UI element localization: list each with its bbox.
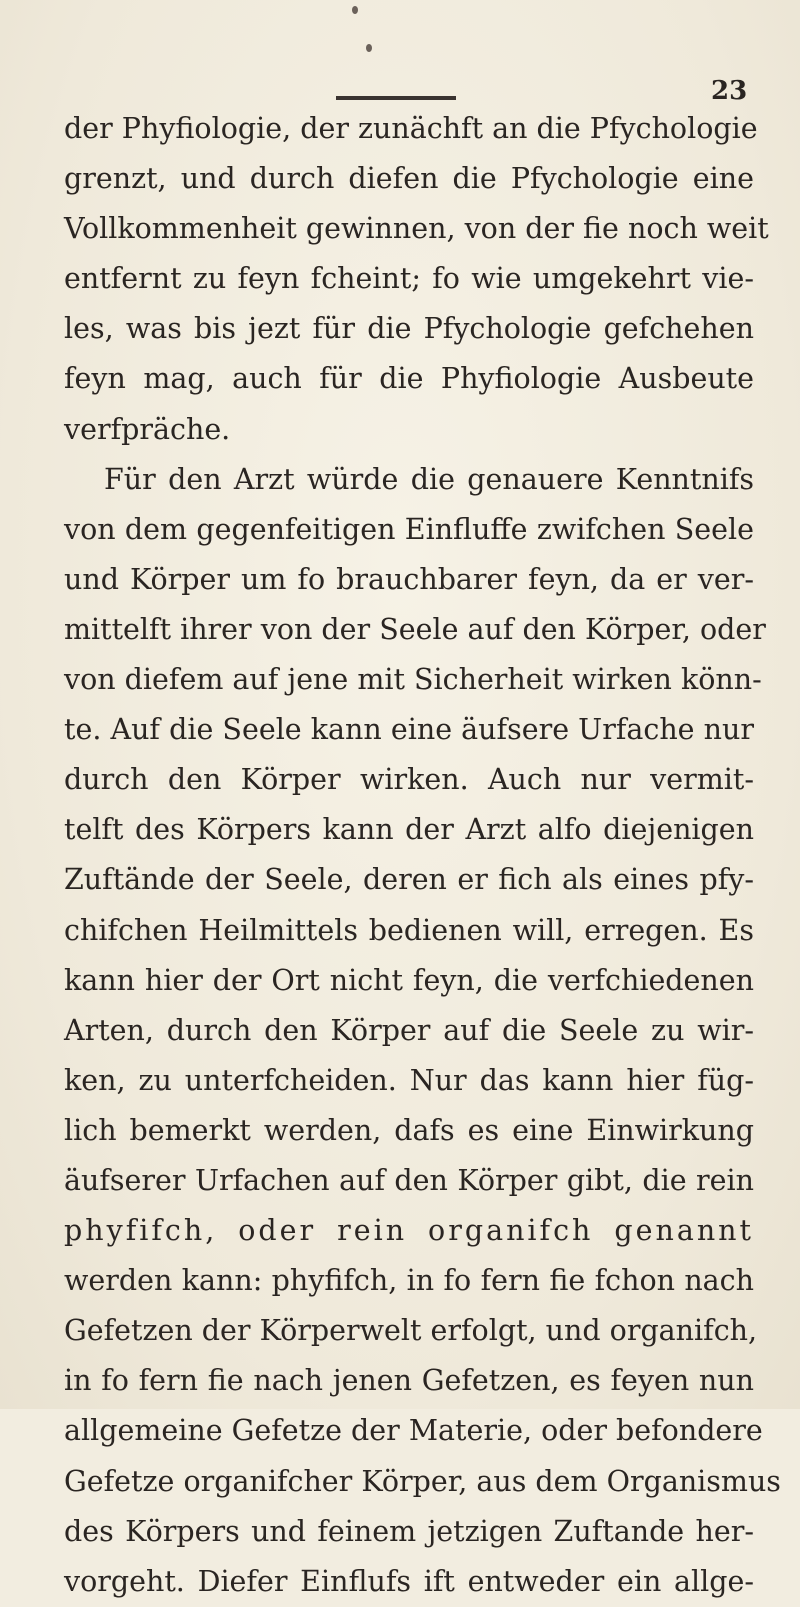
page-number: 23 bbox=[711, 76, 748, 106]
text-line: grenzt, und durch diefen die Pfychologie eine bbox=[64, 162, 754, 196]
ink-speck bbox=[366, 44, 372, 52]
text-line: mittelft ihrer von der Seele auf den Körper, oder bbox=[64, 612, 766, 646]
text-line: Arten, durch den Körper auf die Seele zu wir- bbox=[64, 1013, 754, 1047]
text-line: kann hier der Ort nicht feyn, die verfchiedenen bbox=[64, 963, 754, 997]
ink-speck bbox=[352, 6, 358, 14]
text-line: te. Auf die Seele kann eine äufsere Urfache nur bbox=[64, 713, 754, 747]
text-line: lich bemerkt werden, dafs es eine Einwirkung bbox=[64, 1113, 754, 1147]
text-line: werden kann: phyfifch, in fo fern fie fchon nach bbox=[64, 1264, 754, 1298]
body-text bbox=[64, 104, 781, 1607]
text-line: in fo fern fie nach jenen Gefetzen, es feyen nun bbox=[64, 1364, 754, 1398]
text-line: des Körpers und feinem jetzigen Zuftande her- bbox=[64, 1514, 754, 1548]
text-line: vorgeht. Diefer Einflufs ift entweder ein allge- bbox=[64, 1564, 754, 1598]
text-line: telft des Körpers kann der Arzt alfo diejenigen bbox=[64, 813, 754, 847]
text-line: durch den Körper wirken. Auch nur vermit- bbox=[64, 763, 754, 797]
text-line: und Körper um fo brauchbarer feyn, da er ver- bbox=[64, 562, 754, 596]
text-line: verfpräche. bbox=[64, 412, 231, 446]
text-line: les, was bis jezt für die Pfychologie gefchehen bbox=[64, 312, 754, 346]
text-line: Gefetzen der Körperwelt erfolgt, und organifch, bbox=[64, 1314, 758, 1348]
text-line: allgemeine Gefetze der Materie, oder befondere bbox=[64, 1414, 763, 1448]
text-line: entfernt zu feyn fcheint; fo wie umgekehrt vie- bbox=[64, 262, 754, 296]
text-line: von diefem auf jene mit Sicherheit wirken könn- bbox=[64, 663, 762, 697]
header-rule bbox=[336, 96, 456, 100]
text-line: äufserer Urfachen auf den Körper gibt, die rein bbox=[64, 1163, 754, 1197]
text-line: Gefetze organifcher Körper, aus dem Organismus bbox=[64, 1464, 781, 1498]
text-line: Zuftände der Seele, deren er fich als eines pfy- bbox=[64, 863, 754, 897]
text-line: feyn mag, auch für die Phyfiologie Ausbeute bbox=[64, 362, 754, 396]
text-line: Für den Arzt würde die genauere Kenntnifs bbox=[104, 462, 754, 496]
text-line: phyfifch, oder rein organifch genannt bbox=[64, 1214, 754, 1248]
text-line: Vollkommenheit gewinnen, von der fie noch weit bbox=[64, 212, 769, 246]
text-line: der Phyfiologie, der zunächft an die Pfychologie bbox=[64, 112, 758, 145]
text-line: chifchen Heilmittels bedienen will, erregen. Es bbox=[64, 913, 754, 947]
text-line: ken, zu unterfcheiden. Nur das kann hier füg- bbox=[64, 1063, 754, 1097]
text-line: von dem gegenfeitigen Einfluffe zwifchen Seele bbox=[64, 512, 754, 546]
